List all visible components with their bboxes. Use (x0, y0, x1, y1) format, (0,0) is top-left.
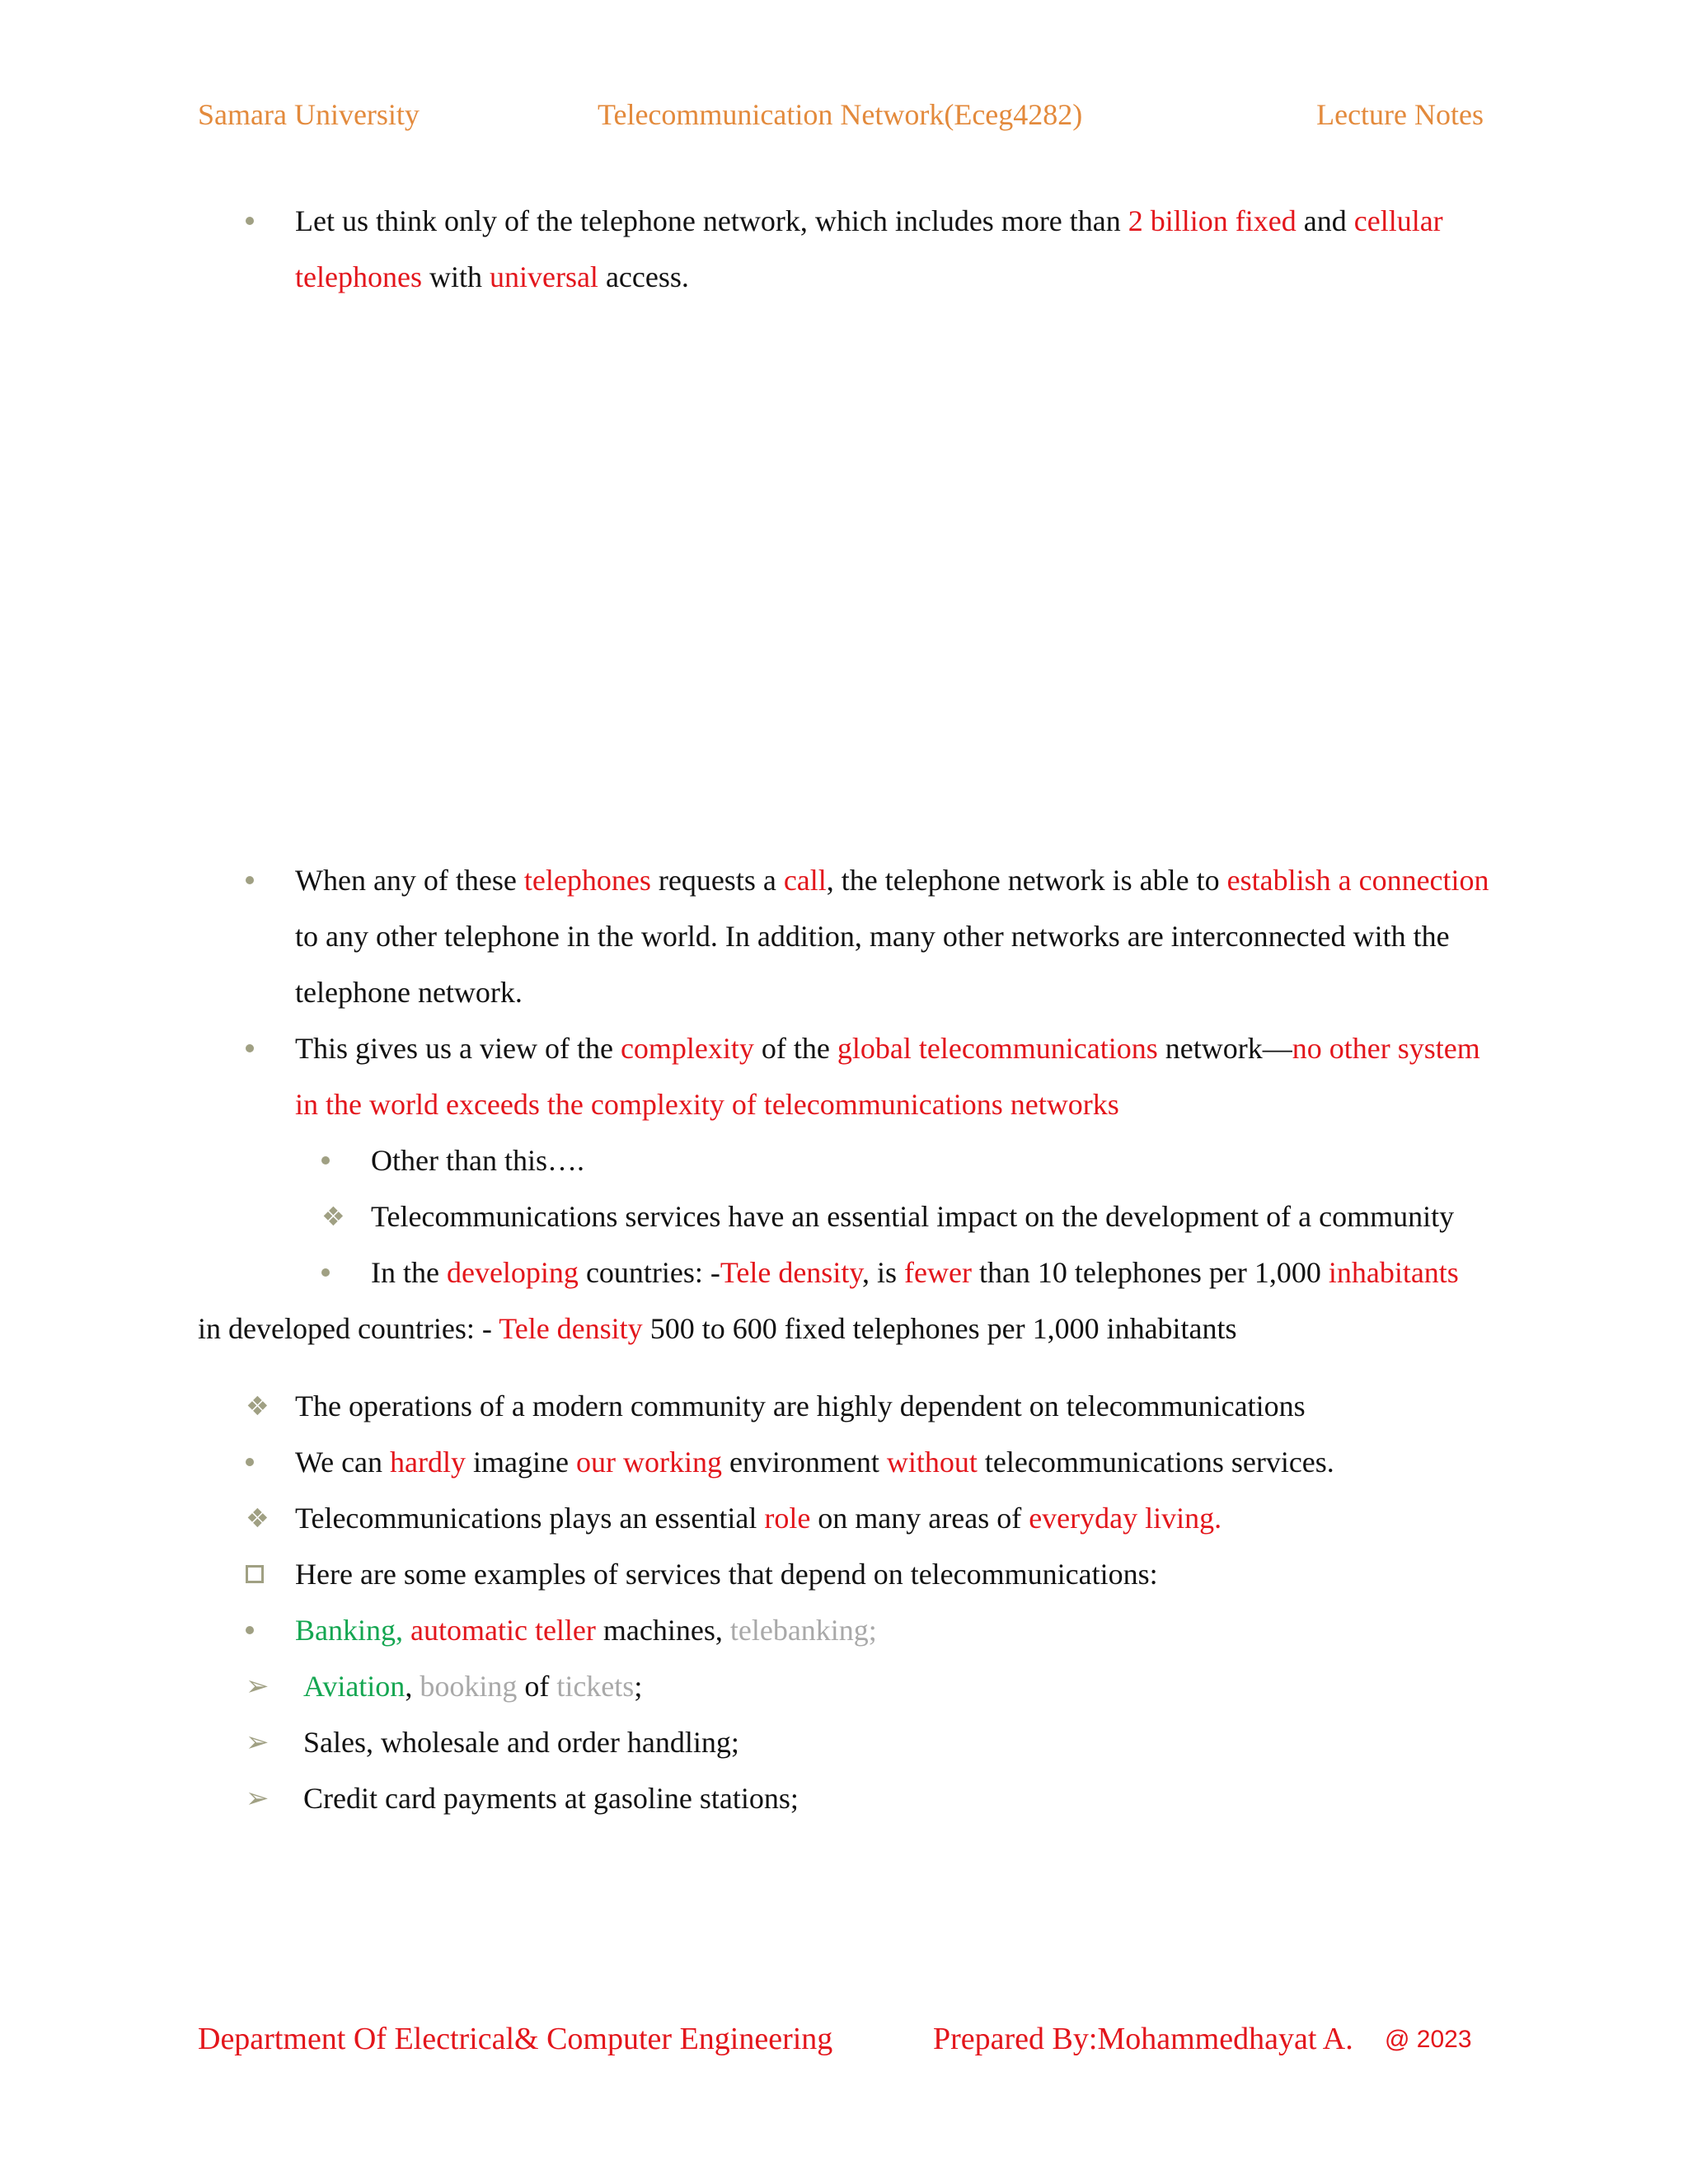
list-item: ❖ Telecommunications plays an essential role on many areas of everyday living. (198, 1490, 1500, 1546)
page-header (198, 97, 1484, 138)
list-item: We can hardly imagine our working environment without telecommunications services. (198, 1434, 1500, 1490)
bullet-dot-icon (246, 1020, 254, 1076)
list-item: Here are some examples of services that depend on telecommunications: (198, 1546, 1500, 1602)
list-item: ❖ The operations of a modern community are highly dependent on telecommunications (198, 1378, 1500, 1434)
list-item: Banking, automatic teller machines, telebanking; (198, 1602, 1500, 1658)
diamond-bullet-icon: ❖ (321, 1201, 345, 1232)
figure-placeholder (198, 305, 1500, 852)
header-university: Samara University (198, 98, 420, 131)
list-item: Let us think only of the telephone network, which includes more than 2 billion fixed and cellular telephones with universal access. (198, 193, 1500, 305)
bullet-dot-icon (321, 1132, 330, 1188)
paragraph: in developed countries: - Tele density 500 to 600 fixed telephones per 1,000 inhabitants (198, 1312, 1237, 1345)
list-item: ➢ Credit card payments at gasoline stations; (198, 1770, 1500, 1826)
bullet-dot-icon (246, 193, 254, 249)
list-item: ➢ Sales, wholesale and order handling; (198, 1714, 1500, 1770)
document-body (198, 193, 1500, 1826)
arrow-bullet-icon: ➢ (246, 1782, 270, 1815)
list-item: In the developing countries: -Tele density, is fewer than 10 telephones per 1,000 inhabitants (198, 1244, 1500, 1301)
bullet-dot-icon (246, 1434, 254, 1490)
bullet-dot-icon (246, 1602, 254, 1658)
header-lecture-notes: Lecture Notes (1316, 98, 1484, 131)
square-bullet-icon (246, 1546, 264, 1602)
header-course: Telecommunication Network(Eceg4282) (598, 98, 1083, 131)
footer-department: Department Of Electrical& Computer Engineering (198, 2022, 833, 2056)
list-item: Other than this…. (198, 1132, 1500, 1188)
list-item: This gives us a view of the complexity of the global telecommunications network—no other system in the world exceeds the complexity of telecommunications networks (198, 1020, 1500, 1132)
diamond-bullet-icon: ❖ (246, 1390, 270, 1422)
list-item: ➢ Aviation, booking of tickets; (198, 1658, 1500, 1714)
footer-year: @ 2023 (1385, 2026, 1472, 2053)
bullet-dot-icon (246, 852, 254, 908)
list-item: When any of these telephones requests a call, the telephone network is able to establish a connection to any other telephone in the world. In addition, many other networks are interconnected with the telephone network. (198, 852, 1500, 1020)
bullet-dot-icon (321, 1244, 330, 1301)
arrow-bullet-icon: ➢ (246, 1670, 270, 1703)
diamond-bullet-icon: ❖ (246, 1502, 270, 1534)
list-item: ❖ Telecommunications services have an essential impact on the development of a community (198, 1188, 1500, 1244)
footer-author: Prepared By:Mohammedhayat A. (933, 2022, 1353, 2056)
arrow-bullet-icon: ➢ (246, 1726, 270, 1759)
